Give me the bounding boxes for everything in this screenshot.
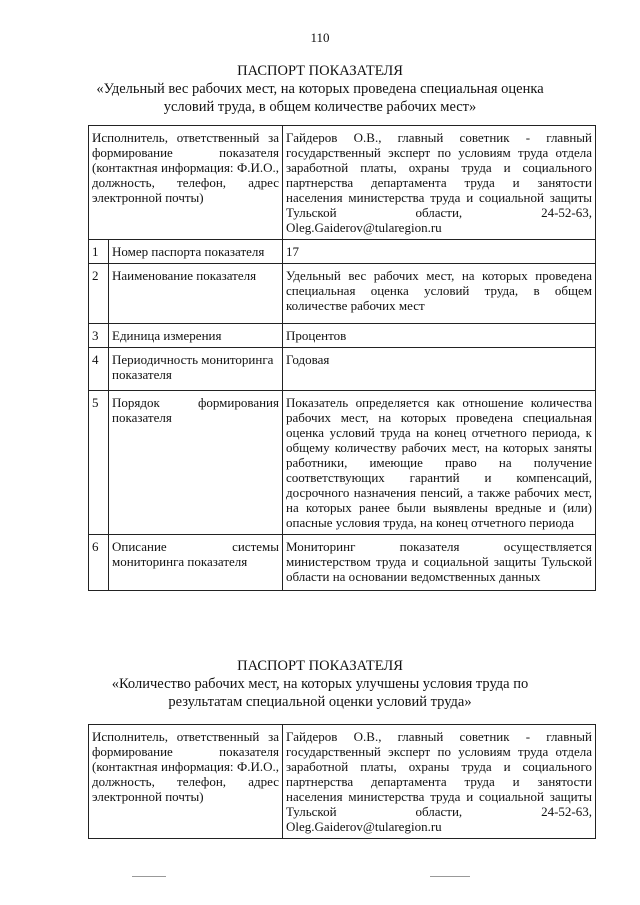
- passport-2-title: ПАСПОРТ ПОКАЗАТЕЛЯ: [237, 658, 403, 674]
- row-value: Процентов: [283, 324, 596, 348]
- table-row: [89, 535, 596, 591]
- row-number: 6: [89, 535, 109, 591]
- passport-1-table: [88, 125, 596, 591]
- table-row: [89, 324, 596, 348]
- passport-1-subtitle-line-1: «Удельный вес рабочих мест, на которых проведена специальная оценка: [96, 81, 544, 97]
- scan-artifact: [430, 876, 470, 877]
- passport-2-subtitle-line-2: результатам специальной оценки условий труда»: [168, 694, 472, 710]
- scan-artifact: [132, 876, 166, 877]
- row-value: Годовая: [283, 348, 596, 391]
- table-row: [89, 240, 596, 264]
- row-number: 3: [89, 324, 109, 348]
- passport-1-heading: [60, 62, 580, 116]
- executor-value: Гайдеров О.В., главный советник - главный государственный эксперт по условиям труда отдела заработной платы, охраны труда и социального партнерства департамента труда и занятости населения министерства труда и социальной защиты Тульской области, 24-52-63, Oleg.Gaiderov@tularegion.ru: [283, 725, 596, 839]
- row-label: Описание системы мониторинга показателя: [109, 535, 283, 591]
- row-label: Единица измерения: [109, 324, 283, 348]
- row-value: 17: [283, 240, 596, 264]
- executor-value: Гайдеров О.В., главный советник - главный государственный эксперт по условиям труда отдела заработной платы, охраны труда и социального партнерства департамента труда и занятости населения министерства труда и социальной защиты Тульской области, 24-52-63, Oleg.Gaiderov@tularegion.ru: [283, 126, 596, 240]
- row-label: Периодичность мониторинга показателя: [109, 348, 283, 391]
- executor-label: Исполнитель, ответственный за формирование показателя (контактная информация: Ф.И.О., должность, телефон, адрес электронной почты): [89, 126, 283, 240]
- passport-1-title: ПАСПОРТ ПОКАЗАТЕЛЯ: [237, 63, 403, 79]
- table-row: [89, 348, 596, 391]
- passport-2-subtitle-line-1: «Количество рабочих мест, на которых улучшены условия труда по: [111, 676, 529, 692]
- table-row: [89, 391, 596, 535]
- executor-label: Исполнитель, ответственный за формирование показателя (контактная информация: Ф.И.О., должность, телефон, адрес электронной почты): [89, 725, 283, 839]
- passport-1-subtitle-line-2: условий труда, в общем количестве рабочих мест»: [163, 99, 477, 115]
- row-label: Номер паспорта показателя: [109, 240, 283, 264]
- page-number: 110: [310, 30, 330, 45]
- row-number: 4: [89, 348, 109, 391]
- row-label: Наименование показателя: [109, 264, 283, 324]
- table-row: [89, 264, 596, 324]
- executor-row: [89, 725, 596, 839]
- passport-2-heading: [60, 657, 580, 711]
- row-label: Порядок формирования показателя: [109, 391, 283, 535]
- passport-2-table: [88, 724, 596, 839]
- executor-row: [89, 126, 596, 240]
- row-number: 2: [89, 264, 109, 324]
- row-number: 5: [89, 391, 109, 535]
- row-number: 1: [89, 240, 109, 264]
- row-value: Удельный вес рабочих мест, на которых проведена специальная оценка условий труда, в общем количестве рабочих мест: [283, 264, 596, 324]
- row-value: Мониторинг показателя осуществляется министерством труда и социальной защиты Тульской области на основании ведомственных данных: [283, 535, 596, 591]
- row-value: Показатель определяется как отношение количества рабочих мест, на которых проведена специальная оценка условий труда на конец отчетного периода, к общему количеству рабочих мест, на которых заняты работники, имеющие право на получение соответствующих гарантий и компенсаций, досрочного назначения пенсий, а также рабочих мест, на которых ранее были выявлены вредные и (или) опасные условия труда, на конец отчетного периода: [283, 391, 596, 535]
- passport-2-table-wrapper: [88, 724, 596, 854]
